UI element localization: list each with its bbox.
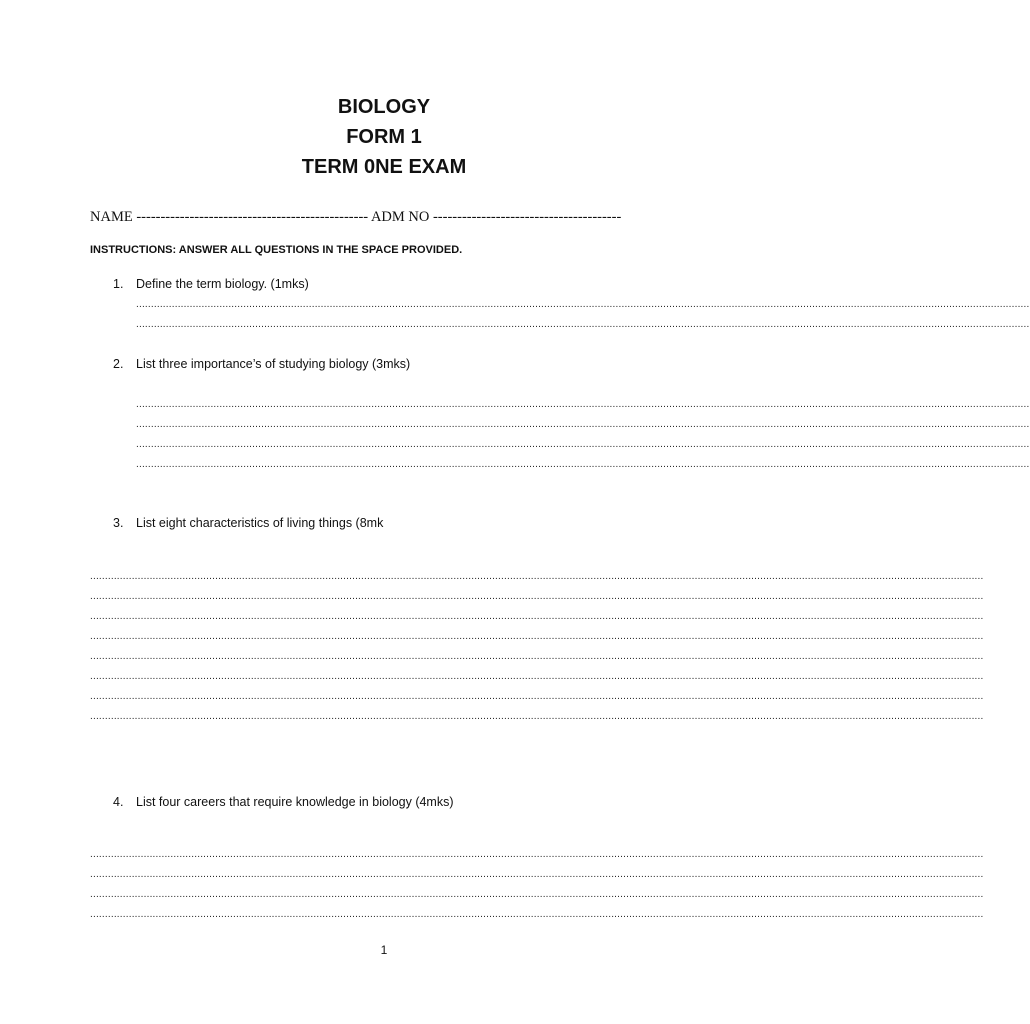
name-field[interactable]: ------------------------------------------------ xyxy=(136,209,369,225)
answer-line[interactable]: ............................................................................................................................................................................................................................................................................................................ xyxy=(90,909,984,920)
exam-subject-title: BIOLOGY xyxy=(337,96,431,118)
question-2-number: 2. xyxy=(113,357,124,371)
answer-line[interactable]: ............................................................................................................................................................................................................................................................................................................ xyxy=(90,889,984,900)
answer-line[interactable]: ............................................................................................................................................................................................................................................................................................................ xyxy=(136,419,1030,430)
question-4-text: List four careers that require knowledge in biology (4mks) xyxy=(136,795,454,809)
answer-line[interactable]: ............................................................................................................................................................................................................................................................................................................ xyxy=(90,711,984,722)
adm-no-label: ADM NO xyxy=(370,209,430,225)
question-3-text: List eight characteristics of living things (8mk xyxy=(136,516,384,530)
instructions: INSTRUCTIONS: ANSWER ALL QUESTIONS IN THE SPACE PROVIDED. xyxy=(90,244,463,256)
answer-line[interactable]: ............................................................................................................................................................................................................................................................................................................ xyxy=(136,459,1030,470)
answer-line[interactable]: ............................................................................................................................................................................................................................................................................................................ xyxy=(90,849,984,860)
name-label: NAME xyxy=(90,209,133,225)
question-1-number: 1. xyxy=(113,277,124,291)
answer-line[interactable]: ............................................................................................................................................................................................................................................................................................................ xyxy=(90,631,984,642)
page-number: 1 xyxy=(380,943,388,957)
exam-term-title: TERM 0NE EXAM xyxy=(301,156,467,178)
answer-line[interactable]: ............................................................................................................................................................................................................................................................................................................ xyxy=(136,399,1030,410)
student-details-line xyxy=(90,209,690,226)
answer-line[interactable]: ............................................................................................................................................................................................................................................................................................................ xyxy=(90,571,984,582)
answer-line[interactable]: ............................................................................................................................................................................................................................................................................................................ xyxy=(90,691,984,702)
adm-no-field[interactable]: --------------------------------------- xyxy=(432,209,622,225)
answer-line[interactable]: ............................................................................................................................................................................................................................................................................................................ xyxy=(90,611,984,622)
question-2-text: List three importance’s of studying biology (3mks) xyxy=(136,357,411,371)
question-3-number: 3. xyxy=(113,516,124,530)
answer-line[interactable]: ............................................................................................................................................................................................................................................................................................................ xyxy=(90,651,984,662)
question-1-text: Define the term biology. (1mks) xyxy=(136,277,309,291)
answer-line[interactable]: ............................................................................................................................................................................................................................................................................................................ xyxy=(90,671,984,682)
question-4-number: 4. xyxy=(113,795,124,809)
answer-line[interactable]: ............................................................................................................................................................................................................................................................................................................ xyxy=(90,591,984,602)
answer-line[interactable]: ............................................................................................................................................................................................................................................................................................................ xyxy=(136,299,1030,310)
answer-line[interactable]: ............................................................................................................................................................................................................................................................................................................ xyxy=(136,439,1030,450)
answer-line[interactable]: ............................................................................................................................................................................................................................................................................................................ xyxy=(90,869,984,880)
answer-line[interactable]: ............................................................................................................................................................................................................................................................................................................ xyxy=(136,319,1030,330)
exam-form-title: FORM 1 xyxy=(346,126,422,148)
